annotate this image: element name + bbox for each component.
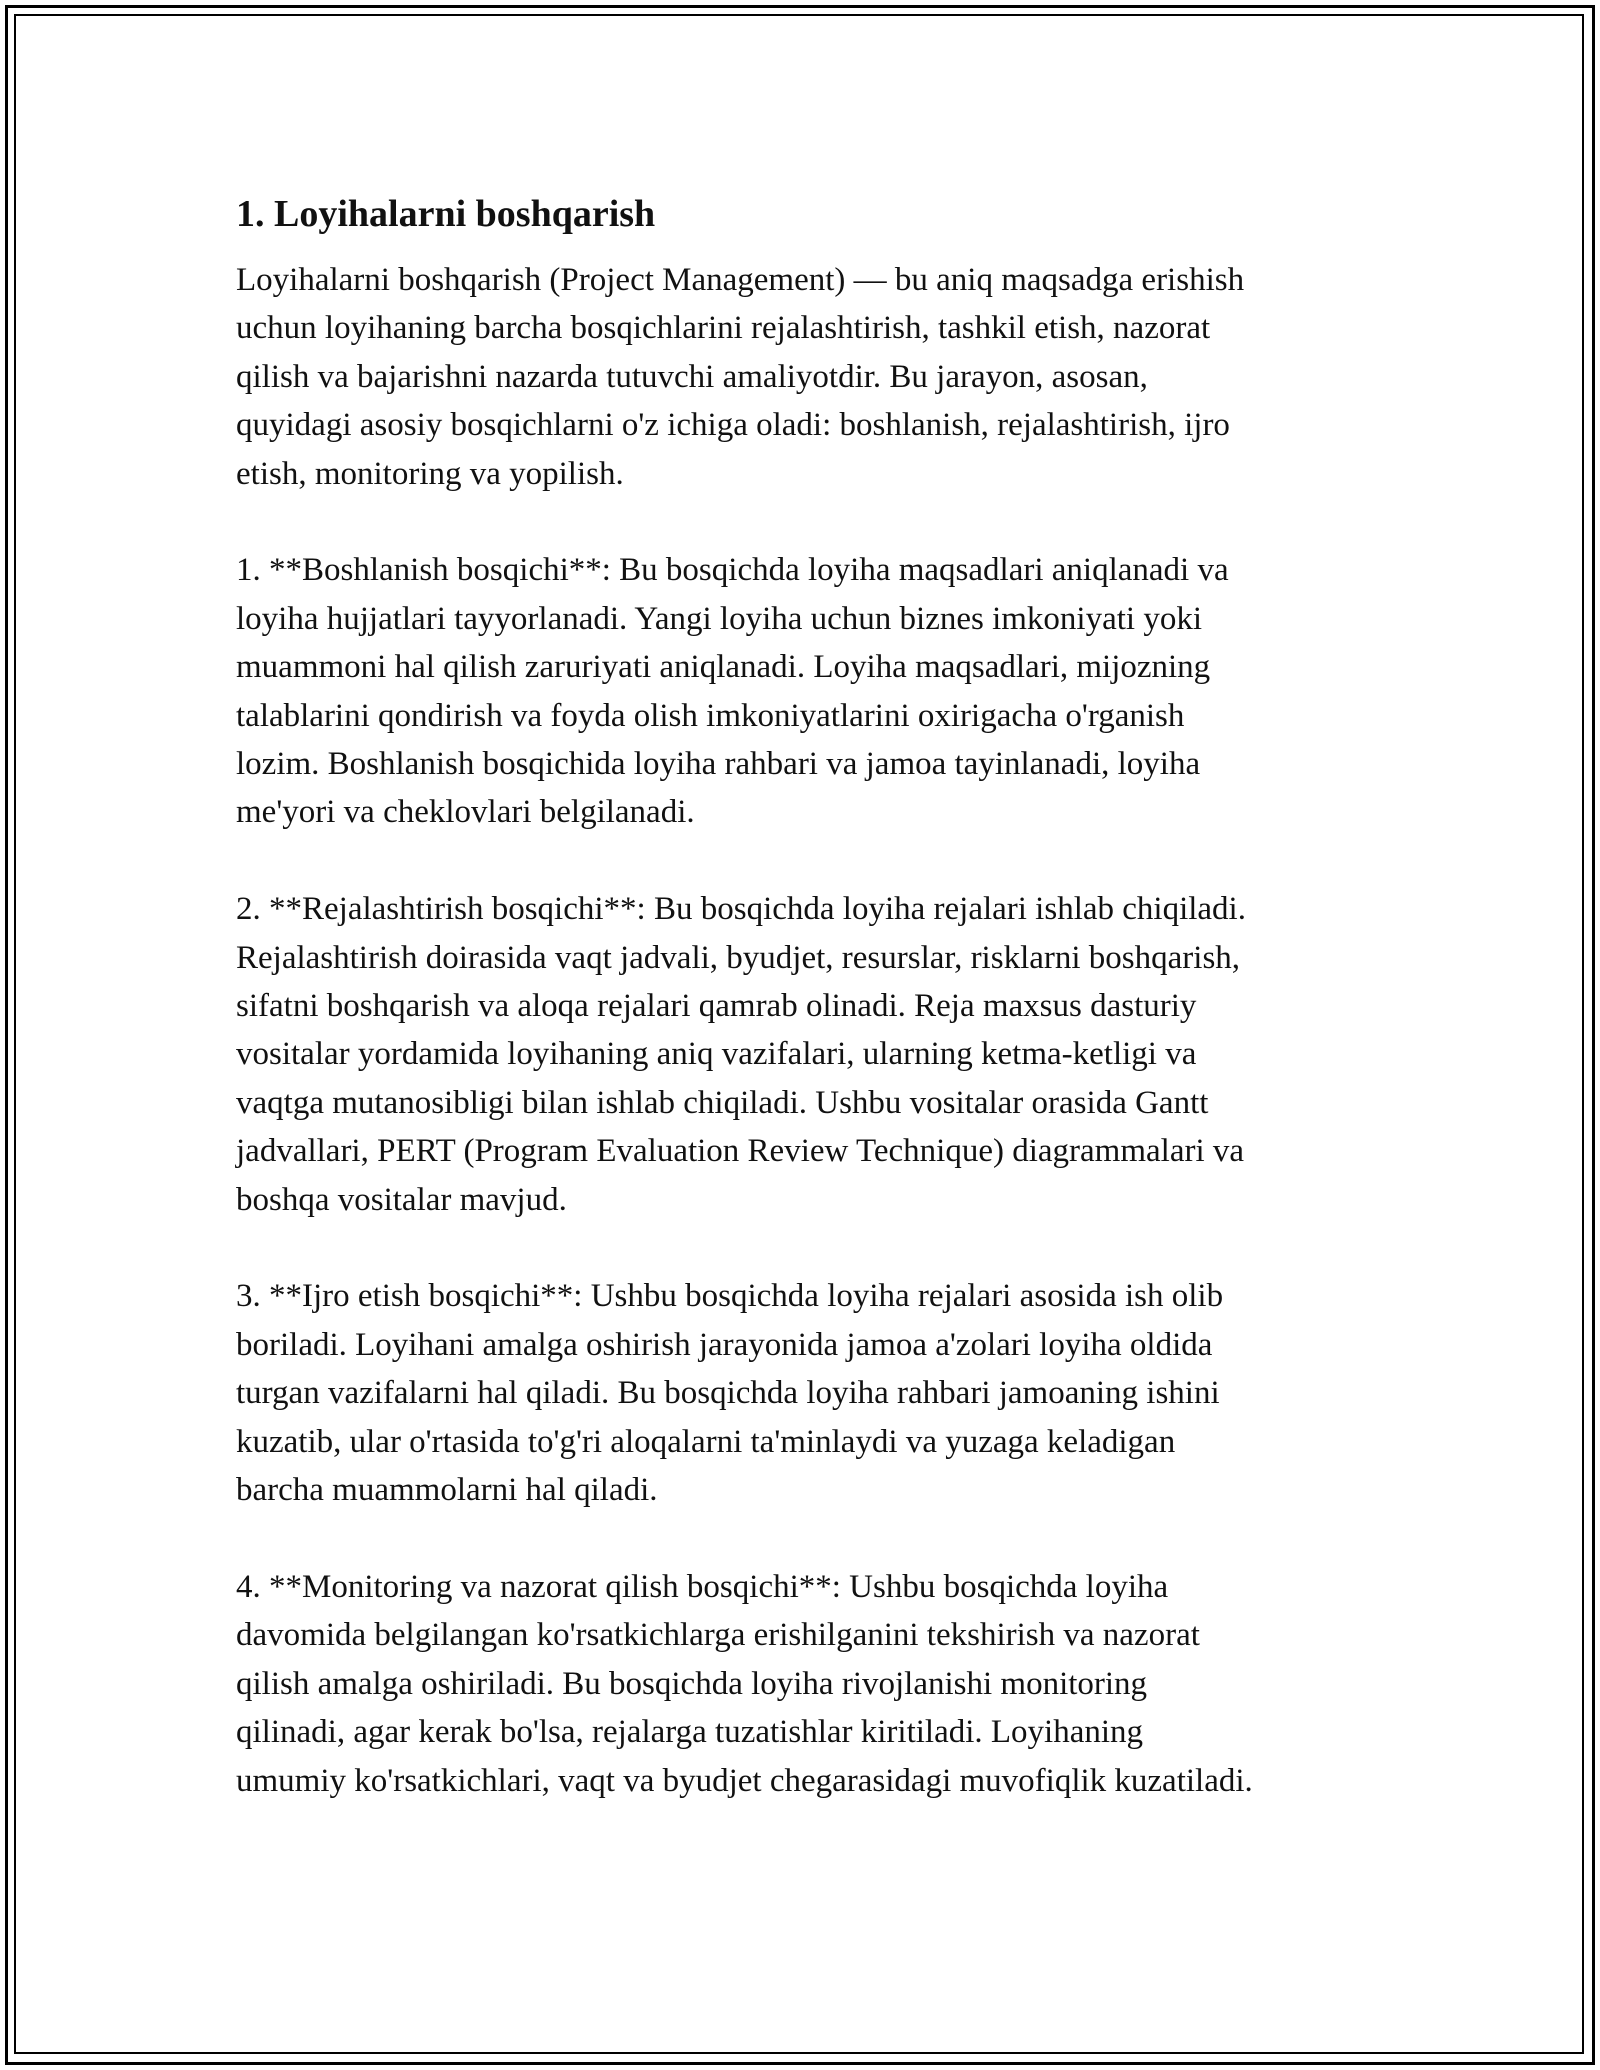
paragraph-execution-phase: 3. **Ijro etish bosqichi**: Ushbu bosqichda loyiha rejalari asosida ish olib boriladi. Loyihani amalga oshirish jarayonida jamoa a'zolari loyiha oldida turgan vazifalarni hal qiladi. Bu bosqichda loyiha rahbari jamoaning ishini kuzatib, ular o'rtasida to'g'ri aloqalarni ta'minlaydi va yuzaga keladigan barcha muammolarni hal qiladi. bbox=[236, 1278, 1224, 1509]
document-body bbox=[236, 186, 1396, 1805]
intro-paragraph: Loyihalarni boshqarish (Project Management) — bu aniq maqsadga erishish uchun loyihaning barcha bosqichlarini rejalashtirish, tashkil etish, nazorat qilish va bajarishni nazarda tutuvchi amaliyotdir. Bu jarayon, asosan, quyidagi asosiy bosqichlarni o'z ichiga oladi: boshlanish, rejalashtirish, ijro etish, monitoring va yopilish. bbox=[236, 262, 1245, 492]
paragraph-initiation-phase: 1. **Boshlanish bosqichi**: Bu bosqichda loyiha maqsadlari aniqlanadi va loyiha hujjatlari tayyorlanadi. Yangi loyiha uchun biznes imkoniyati yoki muammoni hal qilish zaruriyati aniqlanadi. Loyiha maqsadlari, mijozning talablarini qondirish va foyda olish imkoniyatlarini oxirigacha o'rganish lozim. Boshlanish bosqichida loyiha rahbari va jamoa tayinlanadi, loyiha me'yori va cheklovlari belgilanadi. bbox=[236, 552, 1229, 831]
paragraph-monitoring-phase: 4. **Monitoring va nazorat qilish bosqichi**: Ushbu bosqichda loyiha davomida belgilangan ko'rsatkichlarga erishilganini tekshirish va nazorat qilish amalga oshiriladi. Bu bosqichda loyiha rivojlanishi monitoring qilinadi, agar kerak bo'lsa, rejalarga tuzatishlar kiritiladi. Loyihaning umumiy ko'rsatkichlari, vaqt va byudjet chegarasidagi muvofiqlik kuzatiladi. bbox=[236, 1568, 1253, 1799]
section-heading: 1. Loyihalarni boshqarish bbox=[236, 193, 656, 235]
paragraph-planning-phase: 2. **Rejalashtirish bosqichi**: Bu bosqichda loyiha rejalari ishlab chiqiladi. Rejalashtirish doirasida vaqt jadvali, byudjet, resurslar, risklarni boshqarish, sifatni boshqarish va aloqa rejalari qamrab olinadi. Reja maxsus dasturiy vositalar yordamida loyihaning aniq vazifalari, ularning ketma-ketligi va vaqtga mutanosibligi bilan ishlab chiqiladi. Ushbu vositalar orasida Gantt jadvallari, PERT (Program Evaluation Review Technique) diagrammalari va boshqa vositalar mavjud. bbox=[236, 891, 1246, 1218]
